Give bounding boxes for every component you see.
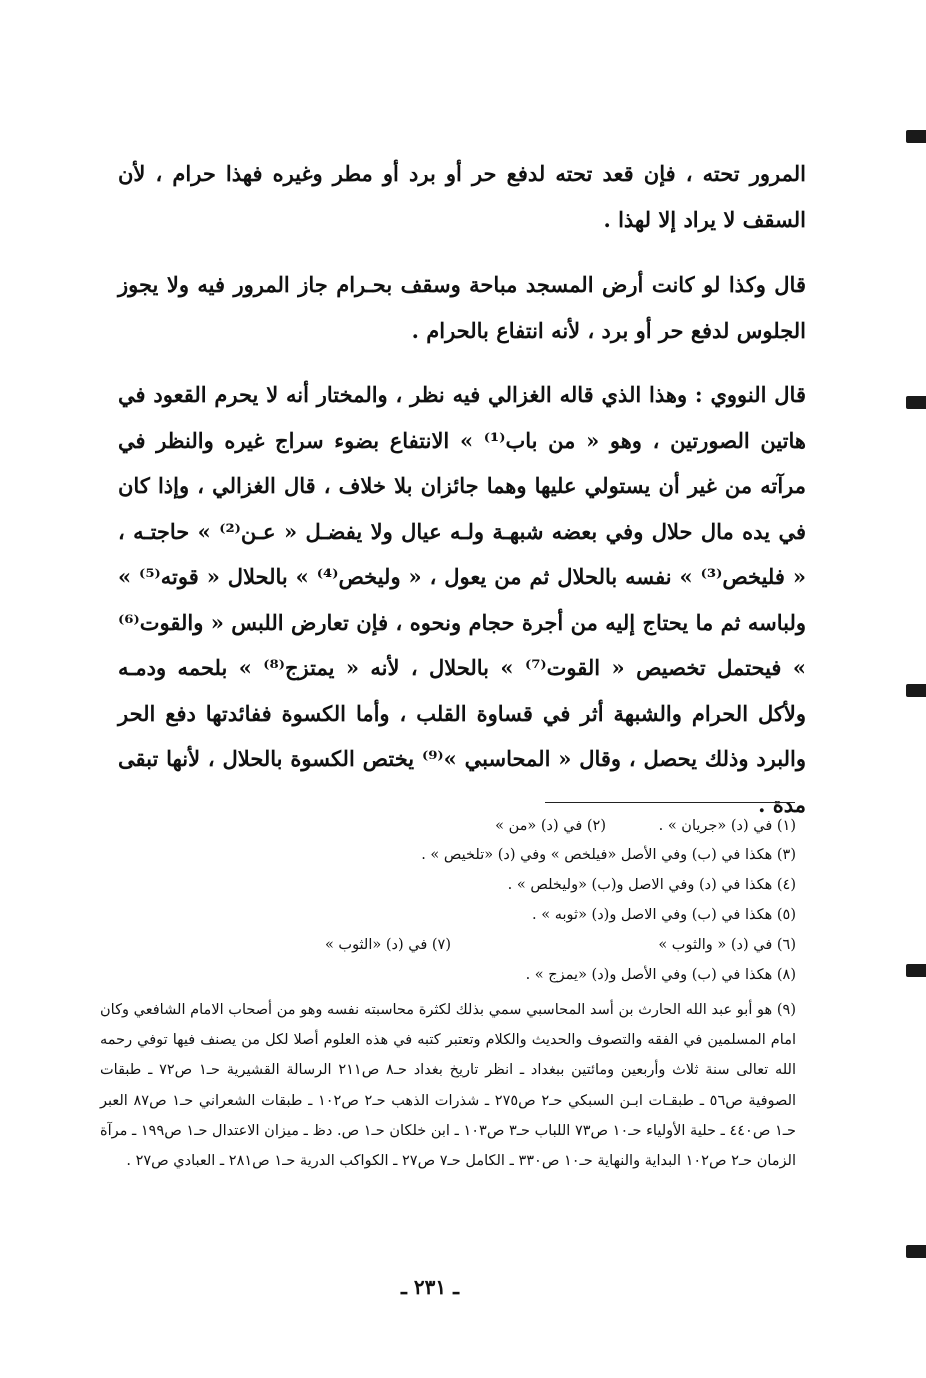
footnote-8: (٨) هكذا في (ب) وفي الأصل و(د) «يمزج » . (525, 967, 796, 983)
footnote-5: (٥) هكذا في (ب) وفي الاصل و(د) «ثوبه » . (532, 907, 796, 923)
footnote-6: (٦) في (د) « والثوب » (658, 937, 796, 953)
footnote-4: (٤) هكذا في (د) وفي الاصل و(ب) «وليخلص » . (507, 877, 796, 893)
footnote-9: (٩) هو أبو عبد الله الحارث بن أسد المحاسبي سمي بذلك لكثرة محاسبته نفسه وهو من أصحاب الامام الشافعي وكان امام المسلمين في الفقه والتصوف والحديث والكلام وتعتبر كتبه في هذه العلوم أصلا لكل من يصنف فيها توفي رحمه الله تعالى سنة ثلاث وأربعين ومائتين ببغداد ـ انظر تاريخ بغداد حـ٨ ص٢١١ الرسالة القشيرية حـ١ ص٧٢ ـ طبقات الصوفية ص٥٦ ـ طبقـات ابـن السبكي حـ٢ ص٢٧٥ ـ شذرات الذهب حـ٢ ص١٠٢ ـ طبقات الشعراني حـ١ ص٨٧ العبر حـ١ ص٤٤٠ ـ حلية الأولياء حـ١٠ ص٧٣ اللباب حـ٣ ص١٠٣ ـ ابن خلكان حـ١ ص. دظ ـ ميزان الاعتدال حـ١ ص١٩٩ ـ مرآة الزمان حـ٢ ص١٠٢ البداية والنهاية حـ١٠ ص٣٣٠ ـ الكامل حـ٧ ص٢٧ ـ الكواكب الدرية حـ١ ص٢٨١ ـ العبادي ص٢٧ . (100, 1002, 797, 1170)
margin-mark (906, 964, 926, 977)
footnote-1: (١) في (د) «جريان » . (658, 818, 796, 834)
margin-mark (906, 130, 926, 143)
footnote-2: (٢) في (د) «من » (495, 818, 606, 834)
body-paragraph: قال النووي : وهذا الذي قاله الغزالي فيه نظر ، والمختار أنه لا يحرم القعود في هاتين الصورتين ، وهو « من باب⁽¹⁾ » الانتفاع بضوء سراج غيره والنظر في مرآته من غير أن يستولي عليها وهما جائزان بلا خلاف ، قال الغزالي ، وإذا كان في يده مال حلال وفي بعضه شبهـة ولـه عيال ولا يفضـل « عـن⁽²⁾ » حاجتـه ، « فليخص⁽³⁾ » نفسه بالحلال ثم من يعول ، « وليخص⁽⁴⁾ » بالحلال « قوته⁽⁵⁾ » ولباسه ثم ما يحتاج إليه من أجرة حجام ونحوه ، فإن تعارض اللبس « والقوت⁽⁶⁾ » فيحتمل تخصيص « القوت⁽⁷⁾ » بالحلال ، لأنه « يمتزج⁽⁸⁾ » بلحمه ودمـه ولأكل الحرام والشبهة أثر في قساوة القلب ، وأما الكسوة ففائدتها دفع الحر والبرد وذلك يحصل ، وقال « المحاسبي »⁽⁹⁾ يختص الكسوة بالحلال ، لأنها تبقى مدة . (118, 382, 807, 817)
margin-mark (906, 1245, 926, 1258)
margin-mark (906, 684, 926, 697)
footnote-7: (٧) في (د) «الثوب » (324, 937, 451, 953)
body-paragraph: قال وكذا لو كانت أرض المسجد مباحة وسقف بحـرام جاز المرور فيه ولا يجوز الجلوس لدفع حر أو برد ، لأنه انتفاع بالحرام . (118, 272, 806, 343)
page-number: ـ ٢٣١ ـ (401, 1275, 459, 1299)
footnote-3: (٣) هكذا في (ب) وفي الأصل «فيلخص » وفي (د) «تلخيص » . (421, 847, 796, 863)
body-paragraph: المرور تحته ، فإن قعد تحته لدفع حر أو برد أو مطر وغيره فهذا حرام ، لأن السقف لا يراد إلا لهذا . (118, 161, 806, 232)
margin-mark (906, 396, 926, 409)
footnote-separator (545, 802, 795, 803)
